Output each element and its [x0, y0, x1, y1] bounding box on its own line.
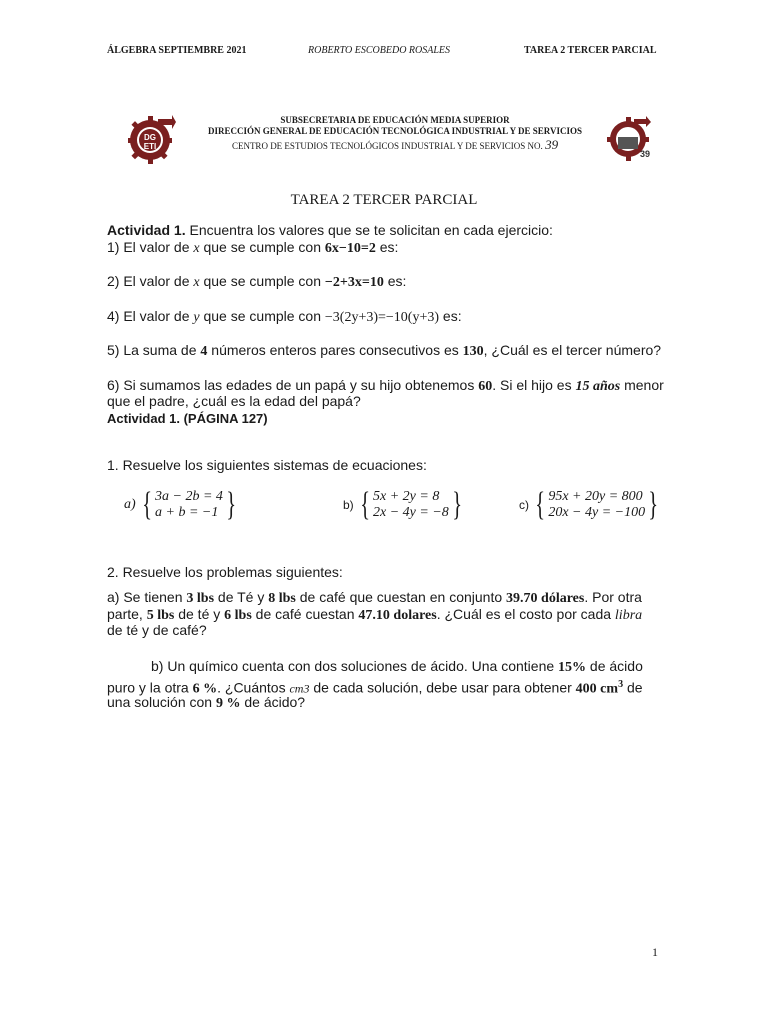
- system-c: [519, 486, 661, 523]
- q2-equation: −2+3x=10: [324, 275, 384, 290]
- system-c-eq1: 95x + 20y = 800: [548, 489, 643, 504]
- svg-text:DG: DG: [144, 133, 156, 142]
- system-b-equations: [373, 489, 449, 521]
- system-c-label: c): [519, 498, 529, 512]
- q6-text-a: 6) Si sumamos las edades de un papá y su hijo obtenemos: [107, 377, 479, 393]
- system-a-label: a): [124, 497, 136, 512]
- q5-text-a: 5) La suma de: [107, 342, 201, 358]
- pb-t4: . ¿Cuántos: [217, 679, 290, 696]
- pa-n2: 8 lbs: [268, 591, 296, 606]
- pb-t8: de ácido?: [240, 694, 306, 710]
- system-a: [124, 486, 239, 523]
- activity-1b-heading: [107, 411, 667, 427]
- system-b-eq2: 2x − 4y = −8: [373, 505, 449, 520]
- q1-equation: 6x−10=2: [324, 241, 376, 256]
- header-center: ROBERTO ESCOBEDO ROSALES: [308, 45, 451, 56]
- system-b-eq1: 5x + 2y = 8: [373, 489, 440, 504]
- pa-n4: 5 lbs: [146, 608, 175, 623]
- svg-text:ETI: ETI: [143, 142, 157, 151]
- pa-n5: 6 lbs: [224, 608, 252, 623]
- system-a-eq2: a + b = −1: [155, 505, 219, 520]
- pa-n3: 39.70 dólares: [506, 591, 585, 606]
- activity-1-instruction: Encuentra los valores que se te solicitan en cada ejercicio:: [185, 222, 553, 238]
- pb-t5: de cada solución, debe usar para obtener: [309, 679, 576, 696]
- dgeti-logo: [128, 113, 176, 165]
- pa-n6: 47.10 dolares: [358, 608, 437, 623]
- header-right: TAREA 2 TERCER PARCIAL: [524, 45, 657, 56]
- pa-t4: . Por otra: [584, 589, 642, 605]
- institution-number: 39: [545, 137, 559, 152]
- q4-text-b: que se cumple con: [199, 308, 325, 324]
- q5-text-b: números enteros pares consecutivos es: [207, 342, 463, 358]
- pa-t7: de café cuestan: [251, 606, 359, 622]
- pa-t8: . ¿Cuál es el costo por cada: [436, 606, 615, 622]
- institution-line-2: DIRECCIÓN GENERAL DE EDUCACIÓN TECNOLÓGICA INDUSTRIAL Y DE SERVICIOS: [208, 126, 582, 136]
- question-5: [107, 342, 667, 360]
- pa-t3: de café que cuestan en conjunto: [295, 589, 507, 605]
- page-number: 1: [652, 945, 658, 959]
- pa-t5: parte,: [107, 606, 147, 622]
- pa-t6: de té y: [174, 606, 225, 622]
- q2-text-a: 2) El valor de: [107, 273, 194, 289]
- question-1: [107, 239, 667, 257]
- system-b-label: b): [343, 498, 354, 512]
- pb-n5: 9 %: [215, 696, 241, 711]
- right-brace: }: [226, 486, 236, 523]
- system-a-equations: [155, 489, 223, 521]
- q4-text-c: es:: [439, 308, 462, 324]
- system-a-eq1: 3a − 2b = 4: [155, 489, 223, 504]
- activity-1-heading: [107, 222, 667, 238]
- pb-n4: 400 cm: [575, 681, 619, 697]
- system-b: [343, 486, 465, 523]
- q4-text-a: 4) El valor de: [107, 308, 194, 324]
- question-2: [107, 273, 667, 291]
- institution-line-3-text: CENTRO DE ESTUDIOS TECNOLÓGICOS INDUSTRIAL Y DE SERVICIOS NO.: [231, 141, 543, 151]
- q4-var: y: [193, 310, 200, 325]
- svg-text:39: 39: [640, 149, 651, 159]
- header-left: ÁLGEBRA SEPTIEMBRE 2021: [107, 45, 247, 56]
- q5-text-c: , ¿Cuál es el tercer número?: [483, 342, 662, 358]
- pb-n4-sup: 3: [618, 679, 624, 690]
- system-c-equations: [548, 489, 645, 521]
- system-c-eq2: 20x − 4y = −100: [548, 505, 646, 520]
- q4-equation: −3(2y+3)=−10(y+3): [324, 310, 440, 325]
- problem-a-line-3: de té y de café?: [107, 622, 207, 638]
- q2-text-c: es:: [383, 273, 407, 289]
- pb-n3: cm3: [289, 681, 310, 696]
- q6-number-2: 15 años: [575, 379, 621, 394]
- pb-t6: de: [623, 679, 643, 696]
- q6-number-1: 60: [478, 379, 493, 394]
- pb-t3: puro y la otra: [107, 679, 193, 696]
- left-brace: {: [359, 486, 370, 523]
- item-2: 2. Resuelve los problemas siguientes:: [107, 564, 343, 580]
- institution-line-3: [200, 139, 590, 152]
- item-1: 1. Resuelve los siguientes sistemas de ecuaciones:: [107, 457, 427, 473]
- pa-t2: de Té y: [214, 589, 269, 605]
- pa-n1: 3 lbs: [186, 591, 215, 606]
- q1-text-c: es:: [375, 239, 399, 255]
- problem-a-line-1: [107, 589, 667, 607]
- pb-t7: una solución con: [107, 694, 216, 710]
- cetis-logo: [606, 115, 654, 163]
- q1-text-a: 1) El valor de: [107, 239, 194, 255]
- problem-b-line-3: [107, 694, 667, 712]
- pb-n2: 6 %: [192, 681, 218, 697]
- left-brace: {: [535, 486, 546, 523]
- q6-text-b: . Si el hijo es: [492, 377, 576, 393]
- q5-number-1: 4: [200, 344, 208, 359]
- q5-number-2: 130: [462, 344, 484, 359]
- q1-var: x: [193, 241, 200, 256]
- q6-text-c: menor: [620, 377, 664, 393]
- question-4: [107, 308, 667, 326]
- page-title: TAREA 2 TERCER PARCIAL: [290, 192, 478, 208]
- q1-text-b: que se cumple con: [199, 239, 325, 255]
- activity-1-label: Actividad 1.: [107, 222, 186, 238]
- right-brace: }: [452, 486, 462, 523]
- pb-t2: de ácido: [586, 658, 643, 674]
- institution-line-1: SUBSECRETARIA DE EDUCACIÓN MEDIA SUPERIOR: [280, 115, 510, 125]
- q2-var: x: [193, 275, 200, 290]
- left-brace: {: [141, 486, 152, 523]
- problem-b-line-1: [151, 658, 671, 676]
- pa-n7: libra: [614, 608, 643, 623]
- q2-text-b: que se cumple con: [199, 273, 325, 289]
- pb-t1: b) Un químico cuenta con dos soluciones de ácido. Una contiene: [151, 658, 559, 674]
- question-6-line-2: que el padre, ¿cuál es la edad del papá?: [107, 393, 361, 409]
- right-brace: }: [648, 486, 659, 523]
- activity-1b-label: Actividad 1. (PÁGINA 127): [107, 411, 268, 426]
- pb-n1: 15%: [558, 660, 587, 675]
- pa-t1: a) Se tienen: [107, 589, 187, 605]
